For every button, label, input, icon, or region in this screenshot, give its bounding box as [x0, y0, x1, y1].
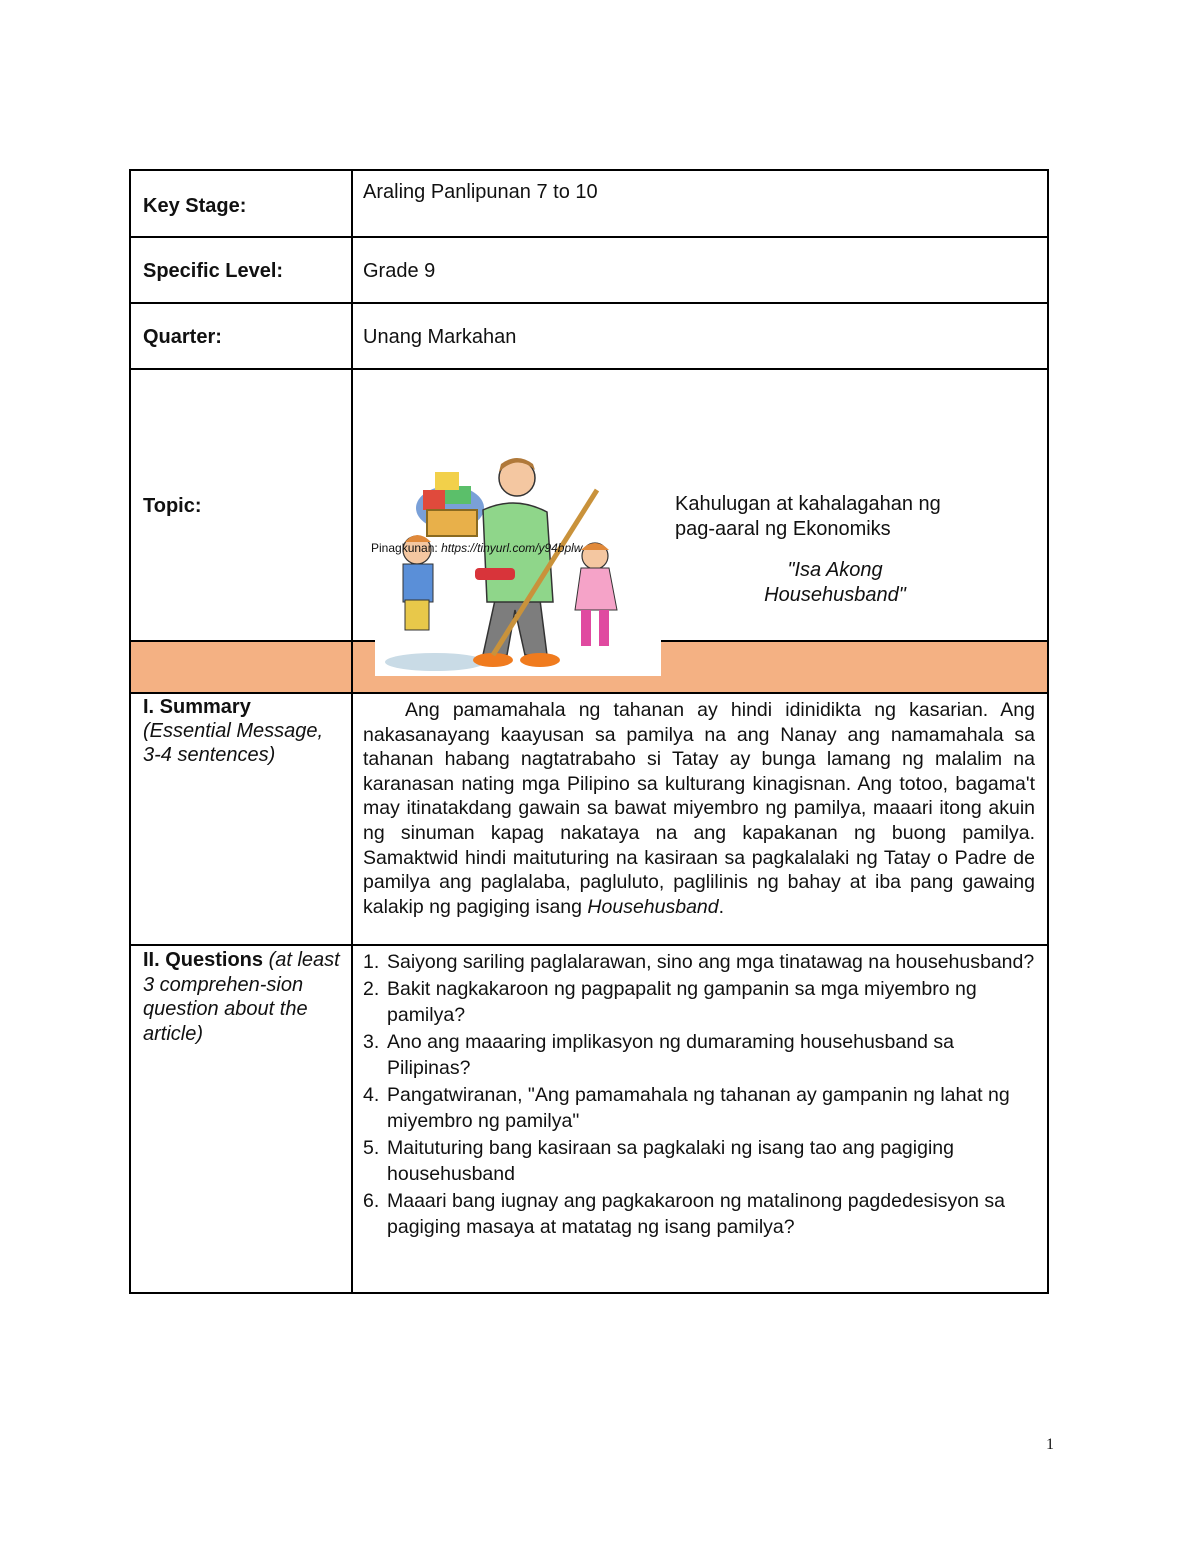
summary-italic-term: Househusband [587, 895, 719, 918]
topic-subtitle-line2: Househusband" [764, 584, 906, 606]
topic-subtitle [745, 558, 925, 608]
summary-title: I. Summary [143, 696, 251, 718]
topic-subtitle-line1: "Isa Akong [787, 559, 883, 581]
summary-text [353, 694, 1047, 919]
summary-end: . [718, 895, 725, 918]
question-text: Pangatwiranan, "Ang pamamahala ng tahanan ay gampanin ng lahat ng miyembro ng pamilya" [387, 1083, 1010, 1132]
image-source-label: Pinagkunan: [371, 541, 438, 555]
key-stage-value: Araling Panlipunan 7 to 10 [363, 181, 598, 203]
question-number: 4. [363, 1083, 380, 1106]
question-text: Ano ang maaaring implikasyon ng dumaraming househusband sa Pilipinas? [387, 1030, 954, 1079]
question-number: 6. [363, 1189, 380, 1212]
topic-title-line1: Kahulugan at kahalagahan ng [675, 493, 941, 515]
summary-note: (Essential Message, 3-4 sentences) [143, 720, 324, 766]
specific-level-value: Grade 9 [363, 260, 436, 282]
question-number: 3. [363, 1030, 380, 1053]
question-item [363, 976, 1035, 1029]
questions-row [130, 945, 1048, 1293]
topic-title-line2: pag-aaral ng Ekonomiks [675, 518, 891, 540]
question-number: 1. [363, 951, 380, 973]
image-source [371, 541, 582, 555]
header-band-left [130, 641, 352, 693]
summary-body: Ang pamamahala ng tahanan ay hindi idinidikta ng kasarian. Ang nakasanayang kaayusan sa pamilya na ang Nanay ang namamahala sa tahanan habang nagtatrabaho si Tatay ay bunga lamang ng malalim na karanasan nating mga Pilipino sa kulturang kinagisnan. Ang totoo, bagama't may itinatakdang gawain sa bawat miyembro ng pamilya, maaari itong akuin ng sinuman kapag nakataya na ang kapakanan ng buong pamilya. Samaktwid hindi maituturing na kasiraan sa pagkalalaki ng Tatay o Padre de pamilya ang paglalaba, pagluluto, paglilinis ng bahay at iba pang gawaing kalakip ng pagiging isang [363, 699, 1035, 918]
page-number: 1 [1046, 1436, 1054, 1453]
quarter-row [130, 303, 1048, 369]
summary-row [130, 693, 1048, 945]
question-text: Saiyong sariling paglalarawan, sino ang mga tinatawag na househusband? [387, 951, 1035, 973]
questions-list [353, 946, 1047, 1241]
question-item [363, 1188, 1035, 1241]
question-number: 5. [363, 1136, 380, 1159]
specific-level-row [130, 237, 1048, 303]
image-source-link[interactable]: https://tinyurl.com/y94bplw [441, 541, 583, 555]
lesson-plan-table [129, 169, 1049, 1294]
key-stage-label: Key Stage: [143, 195, 247, 217]
key-stage-row [130, 170, 1048, 237]
househusband-illustration [375, 450, 661, 676]
topic-label: Topic: [143, 495, 202, 517]
question-item [363, 949, 1035, 976]
quarter-value: Unang Markahan [363, 326, 517, 348]
question-text: Bakit nagkakaroon ng pagpapalit ng gampanin sa mga miyembro ng pamilya? [387, 977, 977, 1026]
question-item [363, 1135, 1035, 1188]
topic-row [130, 369, 1048, 641]
questions-title: II. Questions [143, 949, 264, 971]
specific-level-label: Specific Level: [143, 260, 284, 282]
question-item [363, 1082, 1035, 1135]
question-number: 2. [363, 977, 380, 1000]
questions-note: (at least 3 comprehen-sion question about the article) [143, 949, 340, 1045]
question-text: Maituturing bang kasiraan sa pagkalaki ng isang tao ang pagiging househusband [387, 1136, 954, 1185]
question-item [363, 1029, 1035, 1082]
quarter-label: Quarter: [143, 326, 222, 348]
question-text: Maaari bang iugnay ang pagkakaroon ng matalinong pagdedesisyon sa pagiging masaya at matatag ng isang pamilya? [387, 1189, 1005, 1238]
topic-title [675, 492, 1005, 542]
